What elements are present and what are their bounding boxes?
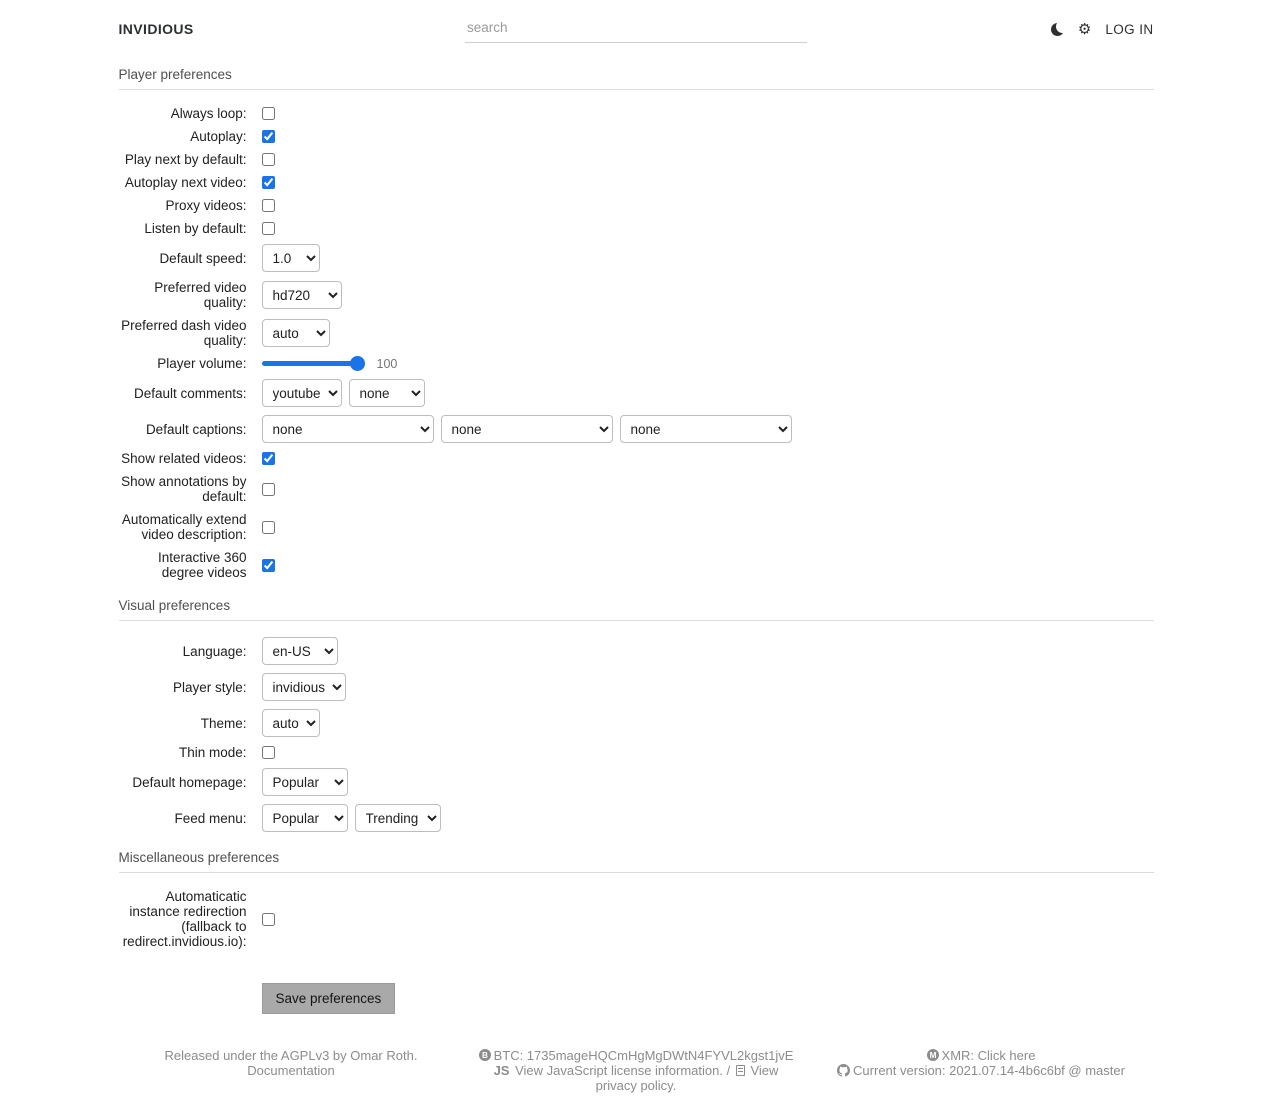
monero-icon xyxy=(927,1049,939,1061)
footer-license-column xyxy=(119,1048,464,1093)
player-style-label: Player style: xyxy=(172,679,247,695)
row-autoplay xyxy=(119,129,1154,144)
vr-mode-checkbox[interactable] xyxy=(262,559,275,572)
player-style-select[interactable] xyxy=(262,673,346,701)
default-speed-select[interactable] xyxy=(262,244,320,272)
row-default-captions xyxy=(119,415,1154,443)
privacy-document-icon xyxy=(736,1065,745,1076)
btc-address-text: BTC: 1735mageHQCmHgMgDWtN4FYVL2kgst1jvE xyxy=(493,1048,794,1063)
row-default-comments xyxy=(119,379,1154,407)
preferred-dash-quality-label: Preferred dash video quality: xyxy=(121,318,247,348)
svg-text:M: M xyxy=(929,1051,936,1060)
row-player-volume xyxy=(119,356,1154,371)
xmr-prefix-text: XMR: xyxy=(941,1048,975,1063)
row-listen-default xyxy=(119,221,1154,236)
default-home-select[interactable] xyxy=(262,768,348,796)
default-comments-select-2[interactable] xyxy=(349,379,425,407)
row-preferred-dash-quality xyxy=(119,318,1154,348)
btc-line xyxy=(479,1048,794,1063)
default-captions-select-3[interactable] xyxy=(620,415,792,443)
row-extend-desc xyxy=(119,512,1154,542)
always-loop-label: Always loop: xyxy=(170,106,247,121)
save-preferences-button[interactable]: Save preferences xyxy=(262,983,396,1014)
theme-select[interactable] xyxy=(262,709,320,737)
theme-label: Theme: xyxy=(200,715,247,731)
github-icon xyxy=(837,1064,850,1077)
row-vr-mode xyxy=(119,550,1154,580)
auto-redirect-checkbox[interactable] xyxy=(262,913,275,926)
related-videos-checkbox[interactable] xyxy=(262,452,275,465)
row-player-style xyxy=(119,673,1154,701)
autoplay-label: Autoplay: xyxy=(190,129,247,144)
default-comments-label: Default comments: xyxy=(133,385,247,401)
vr-mode-label: Interactive 360 degree videos xyxy=(157,550,247,580)
dark-mode-moon-icon[interactable] xyxy=(1051,23,1064,36)
thin-mode-checkbox[interactable] xyxy=(262,746,275,759)
default-captions-select-1[interactable] xyxy=(262,415,434,443)
row-play-next xyxy=(119,152,1154,167)
footer xyxy=(119,1048,1154,1115)
search-input[interactable] xyxy=(465,16,807,43)
play-next-label: Play next by default: xyxy=(124,152,247,167)
row-preferred-quality xyxy=(119,280,1154,310)
preferences-gear-icon[interactable]: ⚙ xyxy=(1077,21,1092,38)
xmr-line xyxy=(927,1048,1036,1063)
default-captions-select-2[interactable] xyxy=(441,415,613,443)
row-autoplay-next xyxy=(119,175,1154,190)
annotations-label: Show annotations by default: xyxy=(121,474,247,504)
language-select[interactable] xyxy=(262,637,338,665)
row-feed-menu xyxy=(119,804,1154,832)
default-speed-label: Default speed: xyxy=(159,250,247,266)
row-proxy-videos xyxy=(119,198,1154,213)
proxy-videos-checkbox[interactable] xyxy=(262,199,275,212)
feed-menu-select-2[interactable] xyxy=(355,804,441,832)
default-comments-select-1[interactable] xyxy=(262,379,342,407)
documentation-link[interactable]: Documentation xyxy=(247,1063,335,1078)
slider-thumb[interactable] xyxy=(350,356,365,371)
autoplay-checkbox[interactable] xyxy=(262,130,275,143)
listen-default-checkbox[interactable] xyxy=(262,222,275,235)
brand-logo[interactable]: INVIDIOUS xyxy=(118,20,194,37)
player-volume-label: Player volume: xyxy=(157,356,247,371)
section-divider xyxy=(119,620,1154,621)
row-auto-redirect xyxy=(119,889,1154,949)
annotations-checkbox[interactable] xyxy=(262,483,275,496)
visual-preferences-title: Visual preferences xyxy=(118,598,231,613)
version-text: Current version: 2021.07.14-4b6c6bf @ master xyxy=(853,1063,1125,1078)
row-annotations xyxy=(119,474,1154,504)
default-captions-label: Default captions: xyxy=(145,421,247,437)
header xyxy=(119,0,1154,49)
player-preferences-title: Player preferences xyxy=(118,67,232,82)
extend-desc-label: Automatically extend video description: xyxy=(121,512,247,542)
log-in-link[interactable]: LOG IN xyxy=(1105,22,1154,37)
js-license-link[interactable]: View JavaScript license information. xyxy=(515,1063,723,1078)
row-related-videos xyxy=(119,451,1154,466)
section-divider xyxy=(119,872,1154,873)
related-videos-label: Show related videos: xyxy=(121,451,247,466)
preferred-dash-quality-select[interactable] xyxy=(262,319,330,347)
bitcoin-icon xyxy=(479,1049,491,1061)
row-default-home xyxy=(119,768,1154,796)
autoplay-next-label: Autoplay next video: xyxy=(124,175,247,190)
footer-released-text: Released under the AGPLv3 by Omar Roth. xyxy=(164,1048,418,1063)
thin-mode-label: Thin mode: xyxy=(178,745,247,760)
privacy-policy-link[interactable]: View privacy policy. xyxy=(595,1063,779,1093)
footer-donate-column xyxy=(464,1048,809,1093)
autoplay-next-checkbox[interactable] xyxy=(262,176,275,189)
proxy-videos-label: Proxy videos: xyxy=(165,198,247,213)
listen-default-label: Listen by default: xyxy=(144,221,247,236)
section-divider xyxy=(119,89,1154,90)
play-next-checkbox[interactable] xyxy=(262,153,275,166)
language-label: Language: xyxy=(182,643,247,659)
default-home-label: Default homepage: xyxy=(132,774,247,790)
feed-menu-label: Feed menu: xyxy=(174,810,247,826)
row-theme xyxy=(119,709,1154,737)
misc-preferences-title: Miscellaneous preferences xyxy=(118,850,280,865)
xmr-click-here-link[interactable]: Click here xyxy=(977,1048,1036,1063)
footer-separator: / xyxy=(726,1063,731,1078)
footer-version-column xyxy=(809,1048,1154,1093)
javascript-icon: JS xyxy=(493,1063,510,1078)
player-volume-slider[interactable] xyxy=(262,361,358,366)
row-language xyxy=(119,637,1154,665)
auto-redirect-label: Automaticatic instance redirection (fallback to redirect.invidious.io): xyxy=(122,889,247,949)
svg-text:B: B xyxy=(481,1051,488,1060)
always-loop-checkbox[interactable] xyxy=(262,107,275,120)
row-default-speed xyxy=(119,244,1154,272)
extend-desc-checkbox[interactable] xyxy=(262,521,275,534)
feed-menu-select-1[interactable] xyxy=(262,804,348,832)
player-volume-value: 100 xyxy=(376,356,398,371)
preferred-quality-label: Preferred video quality: xyxy=(154,280,247,310)
row-thin-mode xyxy=(119,745,1154,760)
row-always-loop xyxy=(119,106,1154,121)
preferred-quality-select[interactable] xyxy=(262,281,342,309)
